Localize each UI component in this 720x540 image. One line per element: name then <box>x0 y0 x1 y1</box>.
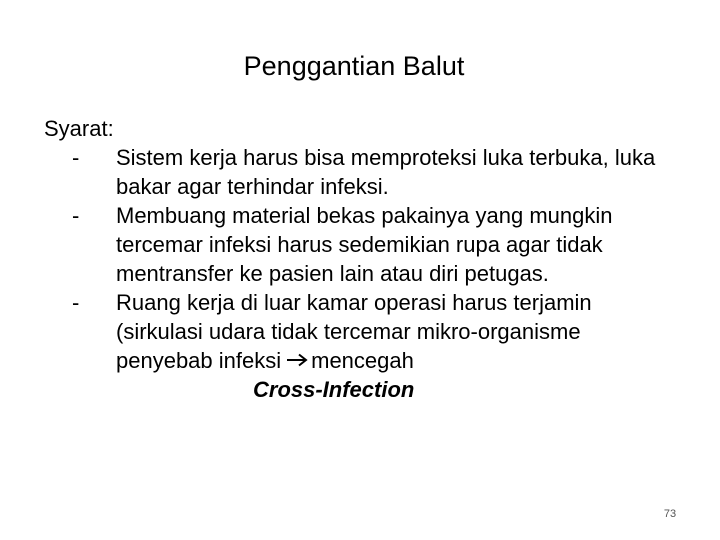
requirement-text-1: Sistem kerja harus bisa memproteksi luka terbuka, luka bakar agar terhindar infeksi. <box>116 145 656 199</box>
requirement-text-2: Membuang material bekas pakainya yang mungkin tercemar infeksi harus sedemikian rupa agar tidak mentransfer ke pasien lain atau diri petugas. <box>116 203 613 286</box>
requirement-item-3 <box>44 288 664 375</box>
bullet-dash: - <box>72 145 80 170</box>
page-number: 73 <box>663 508 677 520</box>
syarat-heading <box>44 114 664 143</box>
cross-infection-emphasis: Cross-Infection <box>253 377 415 402</box>
bullet-dash: - <box>72 290 80 315</box>
requirements-list <box>44 143 664 375</box>
requirement-text-3 <box>116 288 664 375</box>
slide-title: Penggantian Balut <box>243 51 465 81</box>
requirement-item-1 <box>44 143 664 201</box>
syarat-heading-colon: : <box>107 116 114 141</box>
requirement-item-2 <box>44 201 664 288</box>
bullet-dash: - <box>72 203 80 228</box>
syarat-heading-label: Syarat <box>44 116 108 141</box>
requirement-text-3-part-1: Ruang kerja di luar kamar operasi harus terjamin (sirkulasi udara tidak tercemar mikro-organisme penyebab infeksi <box>116 290 592 373</box>
slide-content <box>44 114 664 404</box>
right-arrow-icon <box>286 353 308 367</box>
requirement-text-3-part-2: mencegah <box>311 348 414 373</box>
